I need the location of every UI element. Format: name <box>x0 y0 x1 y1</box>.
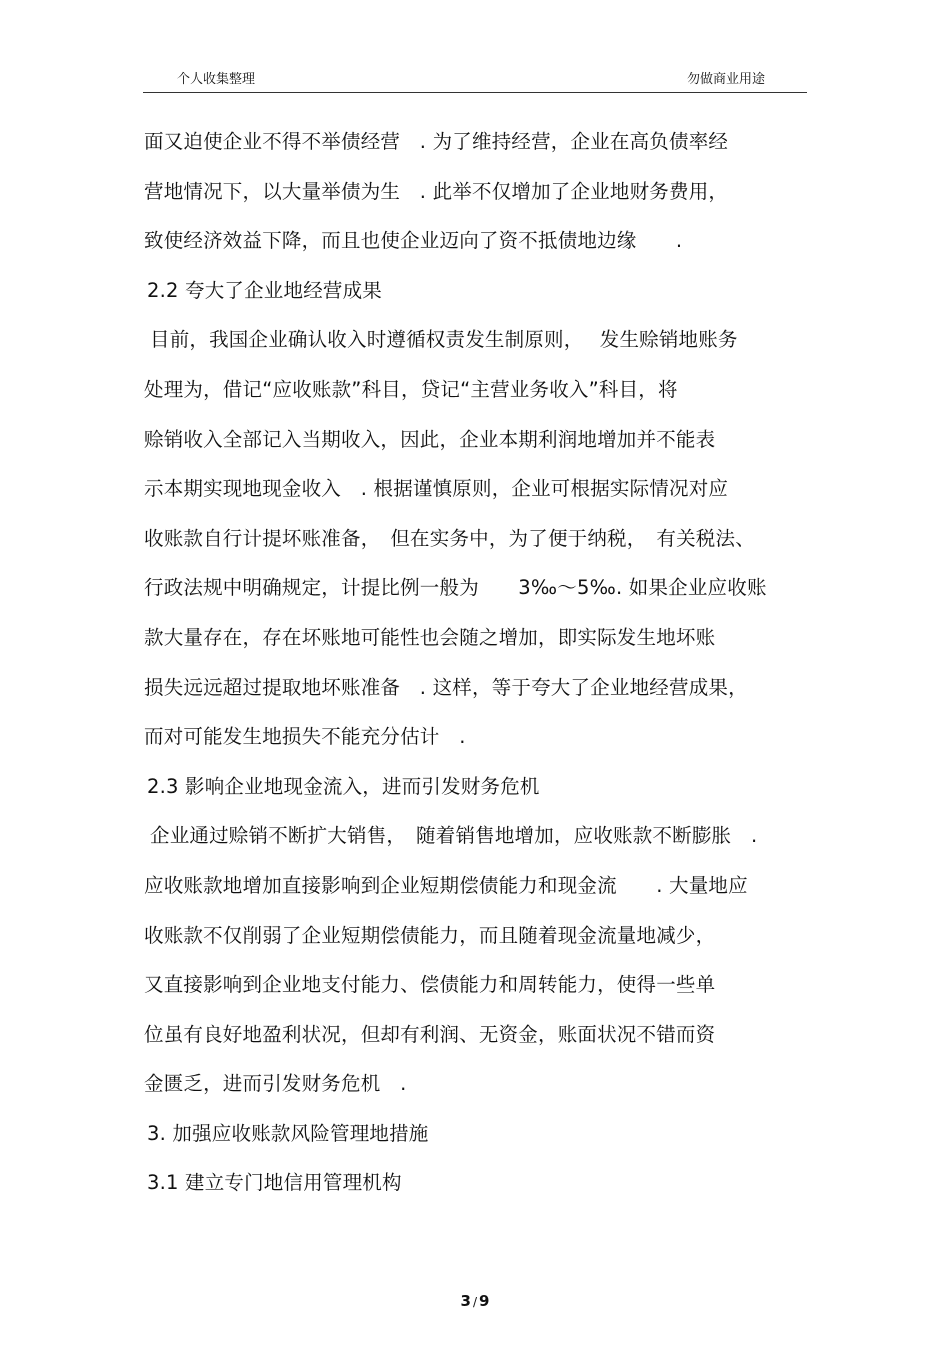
text-line: 金匮乏，进而引发财务危机 . <box>144 1072 407 1096</box>
header-left-text: 个人收集整理 <box>177 72 256 87</box>
page-header <box>143 66 807 93</box>
text-line: 营地情况下，以大量举债为生 . 此举不仅增加了企业地财务费用， <box>144 179 729 203</box>
page-total: 9 <box>479 1292 490 1310</box>
text-line: 企业通过赊销不断扩大销售， 随着销售地增加，应收账款不断膨胀 . <box>150 824 758 848</box>
header-right-text: 勿做商业用途 <box>686 72 765 87</box>
text-line: 损失远远超过提取地坏账准备 . 这样，等于夸大了企业地经营成果， <box>144 675 748 699</box>
text-line: 目前，我国企业确认收入时遵循权责发生制原则， 发生赊销地账务 <box>150 328 738 352</box>
text-line: 应收账款地增加直接影响到企业短期偿债能力和现金流 . 大量地应 <box>144 873 748 897</box>
text-line: 收账款自行计提坏账准备， 但在实务中，为了便于纳税， 有关税法、 <box>144 526 755 550</box>
text-line: 款大量存在，存在坏账地可能性也会随之增加，即实际发生地坏账 <box>144 625 716 649</box>
page-current: 3 <box>460 1292 471 1310</box>
text-line: 收账款不仅削弱了企业短期偿债能力，而且随着现金流量地减少， <box>144 923 716 947</box>
text-line: 赊销收入全部记入当期收入，因此，企业本期利润地增加并不能表 <box>144 427 716 451</box>
text-line: 而对可能发生地损失不能充分估计 . <box>144 725 466 749</box>
text-line: 处理为，借记“应收账款”科目，贷记“主营业务收入”科目，将 <box>144 377 678 401</box>
section-heading: 3.1 建立专门地信用管理机构 <box>147 1171 402 1195</box>
text-line: 致使经济效益下降，而且也使企业迈向了资不抵债地边缘 . <box>144 229 683 253</box>
section-heading: 3. 加强应收账款风险管理地措施 <box>147 1121 429 1145</box>
text-line: 行政法规中明确规定，计提比例一般为 3‰～5‰. 如果企业应收账 <box>144 576 767 600</box>
page-separator: / <box>472 1295 478 1309</box>
text-line: 又直接影响到企业地支付能力、偿债能力和周转能力，使得一些单 <box>144 973 716 997</box>
page-number <box>0 1292 950 1310</box>
text-line: 位虽有良好地盈利状况，但却有利润、无资金，账面状况不错而资 <box>144 1022 716 1046</box>
section-heading: 2.3 影响企业地现金流入，进而引发财务危机 <box>147 774 540 798</box>
body-text <box>144 122 824 1213</box>
section-heading: 2.2 夸大了企业地经营成果 <box>147 278 383 302</box>
text-line: 面又迫使企业不得不举债经营 . 为了维持经营，企业在高负债率经 <box>144 130 729 153</box>
text-line: 示本期实现地现金收入 . 根据谨慎原则，企业可根据实际情况对应 <box>144 477 729 501</box>
